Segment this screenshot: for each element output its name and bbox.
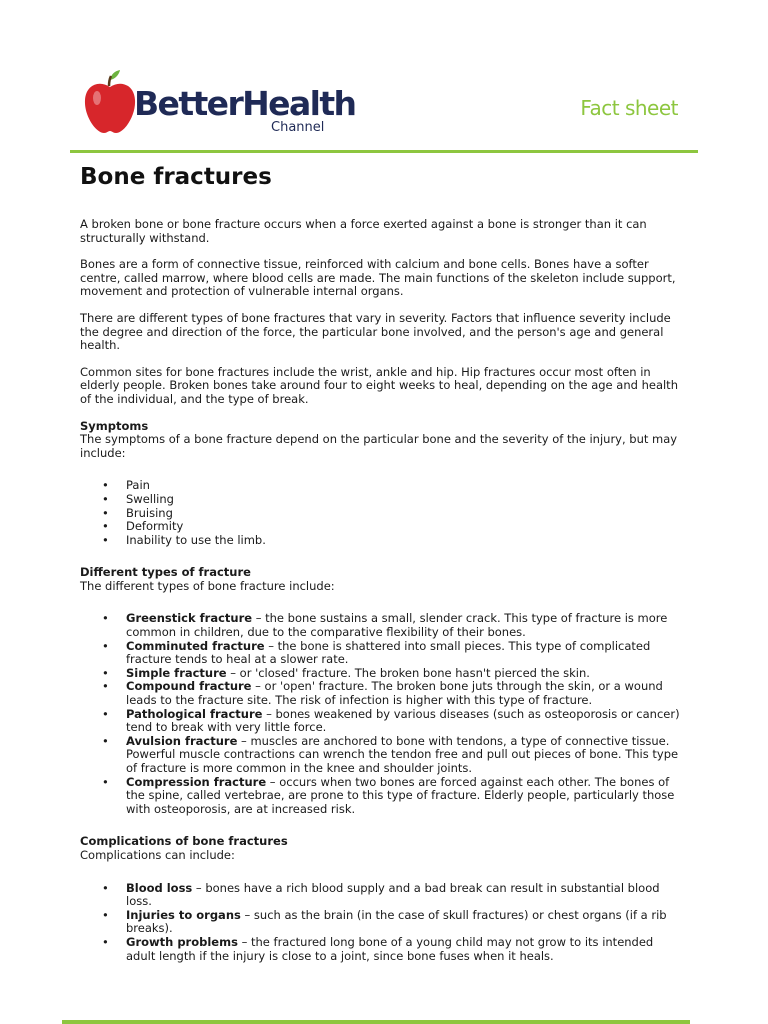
fact-sheet-label: Fact sheet — [580, 96, 678, 120]
term: Injuries to organs — [126, 907, 241, 922]
intro-paragraph: A broken bone or bone fracture occurs when a force exerted against a bone is stronger than it can structurally withstand. — [80, 217, 647, 245]
term: Pathological fracture — [126, 706, 263, 721]
footer-divider — [62, 1020, 690, 1024]
term: Compound fracture — [126, 679, 252, 694]
list-item: • Compound fracture – or 'open' fracture. The broken bone juts through the skin, or a wound leads to the fracture site. The risk of infection is higher with this type of fracture. — [102, 679, 663, 708]
bullet: • — [102, 478, 109, 493]
symptoms-list — [80, 479, 680, 547]
section-lead: The symptoms of a bone fracture depend on the particular bone and the severity of the injury, but may include: — [80, 432, 678, 460]
fracture-types-list — [80, 612, 680, 816]
section-lead: Complications can include: — [80, 847, 235, 862]
term: Growth problems — [126, 934, 238, 949]
bullet: • — [102, 679, 109, 694]
list-item: • Greenstick fracture – the bone sustains a small, slender crack. This type of fracture is more common in children, due to the comparative flexibility of their bones. — [102, 611, 668, 640]
document-body — [80, 162, 680, 982]
bullet: • — [102, 665, 109, 680]
page-header — [0, 0, 768, 160]
page-title: Bone fractures — [80, 164, 272, 190]
list-item: • Injuries to organs – such as the brain (in the case of skull fractures) or chest organs (if a rib breaks). — [102, 907, 667, 936]
header-divider — [70, 150, 698, 153]
bullet: • — [102, 774, 109, 789]
term: Avulsion fracture — [126, 733, 238, 748]
intro-paragraph: Common sites for bone fractures include the wrist, ankle and hip. Hip fractures occur most often in elderly people. Broken bones take around four to eight weeks to heal, depending on the age and health of the individual, and the type of break. — [80, 364, 678, 406]
list-item: • Bruising — [102, 505, 173, 520]
section-heading-symptoms: Symptoms — [80, 418, 149, 433]
bullet: • — [102, 491, 109, 506]
bullet: • — [102, 880, 109, 895]
list-item: • Growth problems – the fractured long bone of a young child may not grow to its intended adult length if the injury is close to a joint, since bone fuses when it heals. — [102, 934, 654, 963]
bullet: • — [102, 638, 109, 653]
section-heading-complications: Complications of bone fractures — [80, 834, 288, 849]
bullet: • — [102, 505, 109, 520]
term: Simple fracture — [126, 665, 227, 680]
list-item: • Comminuted fracture – the bone is shattered into small pieces. This type of complicated fracture tends to heal at a slower rate. — [102, 638, 651, 667]
bullet: • — [102, 532, 109, 547]
intro-paragraph: There are different types of bone fractures that vary in severity. Factors that influence severity include the degree and direction of the force, the particular bone involved, and the person's age and general health. — [80, 310, 671, 353]
list-item: • Compression fracture – occurs when two bones are forced against each other. The bones of the spine, called vertebrae, are prone to this type of fracture. Elderly people, particularly those with osteoporosis, are at increased risk. — [102, 774, 675, 816]
term: Compression fracture — [126, 774, 267, 789]
section-lead: The different types of bone fracture include: — [80, 578, 335, 593]
complications-list — [80, 882, 680, 964]
bullet: • — [102, 907, 109, 922]
bullet: • — [102, 733, 109, 748]
section-heading-types: Different types of fracture — [80, 565, 251, 580]
intro-paragraph: Bones are a form of connective tissue, reinforced with calcium and bone cells. Bones have a softer centre, called marrow, where blood cells are made. The main functions of the skeleton include support, movement and protection of vulnerable internal organs. — [80, 257, 676, 299]
brand-subtitle: Channel — [271, 120, 325, 135]
brand-name: BetterHealth — [134, 84, 356, 123]
brand-logo-text — [134, 84, 356, 135]
list-item: • Inability to use the limb. — [102, 532, 266, 547]
bullet: • — [102, 611, 109, 626]
term: Comminuted fracture — [126, 638, 265, 653]
list-item: • Avulsion fracture – muscles are anchored to bone with tendons, a type of connective tissue. Powerful muscle contractions can wrench the tendon free and pull out pieces of bone. This type of fracture is more common in the knee and shoulder joints. — [102, 733, 679, 775]
apple-logo-icon — [84, 70, 136, 134]
term: Blood loss — [126, 880, 193, 895]
bullet: • — [102, 934, 109, 949]
list-item: • Deformity — [102, 519, 184, 534]
list-item: • Blood loss – bones have a rich blood supply and a bad break can result in substantial blood loss. — [102, 880, 660, 909]
bullet: • — [102, 706, 109, 721]
term: Greenstick fracture — [126, 611, 253, 626]
bullet: • — [102, 519, 109, 534]
list-item: • Simple fracture – or 'closed' fracture. The broken bone hasn't pierced the skin. — [102, 665, 590, 680]
list-item: • Pathological fracture – bones weakened by various diseases (such as osteoporosis or cancer) tend to break with very little force. — [102, 706, 680, 735]
list-item: • Pain — [102, 478, 150, 493]
list-item: • Swelling — [102, 491, 174, 506]
